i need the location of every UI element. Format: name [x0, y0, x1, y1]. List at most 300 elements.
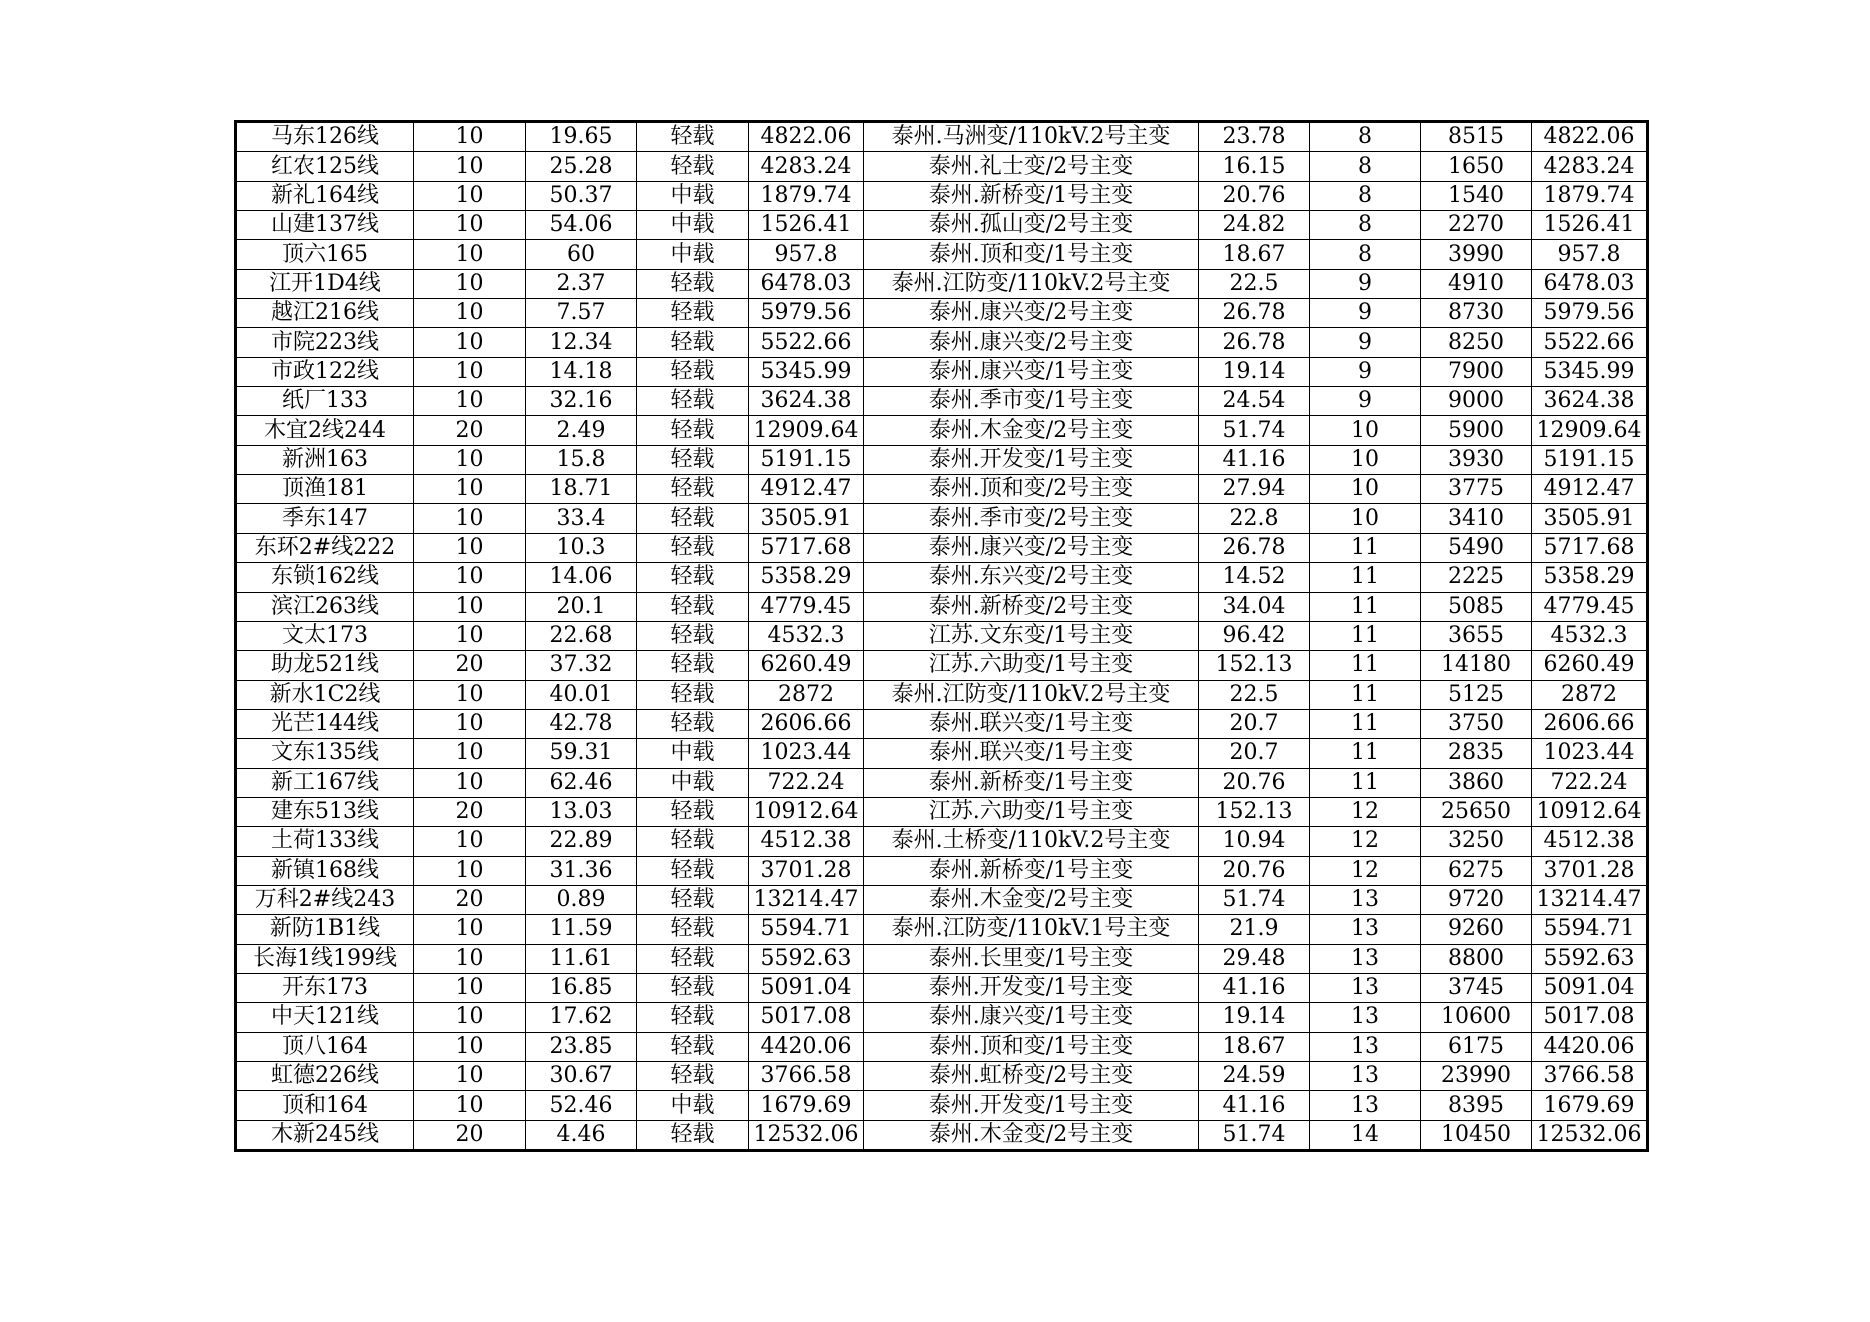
- available-capacity-cell: 12532.06: [1532, 1120, 1648, 1150]
- user-capacity-cell: 1650: [1421, 152, 1532, 181]
- table-row: [236, 797, 1648, 826]
- available-capacity-cell: 3505.91: [1532, 504, 1648, 533]
- capacity-cell: 4822.06: [749, 122, 864, 152]
- load-status-cell: 轻载: [637, 152, 749, 181]
- capacity-cell: 4283.24: [749, 152, 864, 181]
- capacity-cell: 4912.47: [749, 475, 864, 504]
- rank-cell: 9: [1310, 387, 1421, 416]
- voltage-cell: 10: [414, 944, 526, 973]
- table-row: [236, 152, 1648, 181]
- capacity-cell: 5017.08: [749, 1003, 864, 1032]
- load-rate-cell: 7.57: [526, 299, 637, 328]
- table-row: [236, 768, 1648, 797]
- table-row: [236, 680, 1648, 709]
- load-status-cell: 中载: [637, 211, 749, 240]
- load-status-cell: 轻载: [637, 122, 749, 152]
- line-name-cell: 东锁162线: [236, 563, 414, 592]
- transformer-load-cell: 20.76: [1199, 181, 1310, 210]
- capacity-cell: 4512.38: [749, 827, 864, 856]
- available-capacity-cell: 4532.3: [1532, 621, 1648, 650]
- transformer-load-cell: 41.16: [1199, 445, 1310, 474]
- substation-cell: 泰州.康兴变/1号主变: [864, 1003, 1199, 1032]
- available-capacity-cell: 1526.41: [1532, 211, 1648, 240]
- user-capacity-cell: 4910: [1421, 269, 1532, 298]
- table-row: [236, 621, 1648, 650]
- rank-cell: 11: [1310, 739, 1421, 768]
- transformer-load-cell: 51.74: [1199, 885, 1310, 914]
- load-rate-cell: 42.78: [526, 709, 637, 738]
- available-capacity-cell: 3701.28: [1532, 856, 1648, 885]
- table-row: [236, 651, 1648, 680]
- available-capacity-cell: 5358.29: [1532, 563, 1648, 592]
- line-name-cell: 土荷133线: [236, 827, 414, 856]
- substation-cell: 泰州.江防变/110kV.2号主变: [864, 680, 1199, 709]
- user-capacity-cell: 3750: [1421, 709, 1532, 738]
- transformer-load-cell: 20.76: [1199, 768, 1310, 797]
- transformer-load-cell: 24.59: [1199, 1062, 1310, 1091]
- load-rate-cell: 62.46: [526, 768, 637, 797]
- substation-cell: 泰州.木金变/2号主变: [864, 885, 1199, 914]
- capacity-cell: 13214.47: [749, 885, 864, 914]
- transformer-load-cell: 18.67: [1199, 240, 1310, 269]
- transformer-load-cell: 23.78: [1199, 122, 1310, 152]
- rank-cell: 10: [1310, 504, 1421, 533]
- capacity-cell: 12532.06: [749, 1120, 864, 1150]
- load-status-cell: 中载: [637, 739, 749, 768]
- capacity-cell: 2606.66: [749, 709, 864, 738]
- user-capacity-cell: 3745: [1421, 973, 1532, 1002]
- line-name-cell: 滨江263线: [236, 592, 414, 621]
- load-status-cell: 轻载: [637, 973, 749, 1002]
- load-rate-cell: 50.37: [526, 181, 637, 210]
- substation-cell: 泰州.康兴变/2号主变: [864, 328, 1199, 357]
- available-capacity-cell: 5091.04: [1532, 973, 1648, 1002]
- load-status-cell: 轻载: [637, 357, 749, 386]
- line-name-cell: 顶六165: [236, 240, 414, 269]
- load-status-cell: 中载: [637, 768, 749, 797]
- line-name-cell: 江开1D4线: [236, 269, 414, 298]
- available-capacity-cell: 6478.03: [1532, 269, 1648, 298]
- rank-cell: 13: [1310, 1091, 1421, 1120]
- transformer-load-cell: 20.7: [1199, 709, 1310, 738]
- capacity-cell: 4532.3: [749, 621, 864, 650]
- load-status-cell: 轻载: [637, 797, 749, 826]
- available-capacity-cell: 2606.66: [1532, 709, 1648, 738]
- load-rate-cell: 59.31: [526, 739, 637, 768]
- load-status-cell: 轻载: [637, 416, 749, 445]
- line-name-cell: 光芒144线: [236, 709, 414, 738]
- transformer-load-cell: 26.78: [1199, 328, 1310, 357]
- substation-cell: 泰州.康兴变/2号主变: [864, 299, 1199, 328]
- voltage-cell: 10: [414, 357, 526, 386]
- available-capacity-cell: 1679.69: [1532, 1091, 1648, 1120]
- capacity-cell: 957.8: [749, 240, 864, 269]
- capacity-cell: 5979.56: [749, 299, 864, 328]
- rank-cell: 11: [1310, 621, 1421, 650]
- voltage-cell: 10: [414, 269, 526, 298]
- rank-cell: 13: [1310, 944, 1421, 973]
- user-capacity-cell: 6175: [1421, 1032, 1532, 1061]
- voltage-cell: 10: [414, 709, 526, 738]
- transformer-load-cell: 21.9: [1199, 915, 1310, 944]
- load-status-cell: 轻载: [637, 885, 749, 914]
- user-capacity-cell: 8730: [1421, 299, 1532, 328]
- rank-cell: 13: [1310, 1062, 1421, 1091]
- rank-cell: 13: [1310, 1032, 1421, 1061]
- rank-cell: 10: [1310, 445, 1421, 474]
- load-status-cell: 轻载: [637, 269, 749, 298]
- line-name-cell: 顶渔181: [236, 475, 414, 504]
- line-name-cell: 新防1B1线: [236, 915, 414, 944]
- line-name-cell: 红农125线: [236, 152, 414, 181]
- transformer-load-cell: 26.78: [1199, 533, 1310, 562]
- rank-cell: 12: [1310, 797, 1421, 826]
- available-capacity-cell: 5594.71: [1532, 915, 1648, 944]
- capacity-cell: 722.24: [749, 768, 864, 797]
- user-capacity-cell: 9260: [1421, 915, 1532, 944]
- load-status-cell: 轻载: [637, 1003, 749, 1032]
- voltage-cell: 10: [414, 739, 526, 768]
- line-name-cell: 山建137线: [236, 211, 414, 240]
- transformer-load-cell: 41.16: [1199, 973, 1310, 1002]
- load-rate-cell: 32.16: [526, 387, 637, 416]
- rank-cell: 8: [1310, 152, 1421, 181]
- user-capacity-cell: 3930: [1421, 445, 1532, 474]
- rank-cell: 11: [1310, 768, 1421, 797]
- voltage-cell: 10: [414, 152, 526, 181]
- capacity-cell: 10912.64: [749, 797, 864, 826]
- substation-cell: 泰州.开发变/1号主变: [864, 973, 1199, 1002]
- transformer-load-cell: 16.15: [1199, 152, 1310, 181]
- substation-cell: 泰州.马洲变/110kV.2号主变: [864, 122, 1199, 152]
- substation-cell: 泰州.新桥变/1号主变: [864, 856, 1199, 885]
- load-status-cell: 轻载: [637, 944, 749, 973]
- voltage-cell: 10: [414, 122, 526, 152]
- rank-cell: 11: [1310, 533, 1421, 562]
- line-name-cell: 新洲163: [236, 445, 414, 474]
- transformer-load-cell: 19.14: [1199, 1003, 1310, 1032]
- capacity-cell: 6478.03: [749, 269, 864, 298]
- line-name-cell: 助龙521线: [236, 651, 414, 680]
- available-capacity-cell: 4283.24: [1532, 152, 1648, 181]
- line-name-cell: 季东147: [236, 504, 414, 533]
- load-status-cell: 轻载: [637, 504, 749, 533]
- user-capacity-cell: 3775: [1421, 475, 1532, 504]
- user-capacity-cell: 3655: [1421, 621, 1532, 650]
- voltage-cell: 10: [414, 1091, 526, 1120]
- rank-cell: 9: [1310, 328, 1421, 357]
- voltage-cell: 10: [414, 856, 526, 885]
- rank-cell: 9: [1310, 299, 1421, 328]
- user-capacity-cell: 3860: [1421, 768, 1532, 797]
- voltage-cell: 10: [414, 328, 526, 357]
- substation-cell: 泰州.东兴变/2号主变: [864, 563, 1199, 592]
- transformer-load-cell: 152.13: [1199, 797, 1310, 826]
- substation-cell: 泰州.新桥变/2号主变: [864, 592, 1199, 621]
- available-capacity-cell: 4420.06: [1532, 1032, 1648, 1061]
- transformer-load-cell: 152.13: [1199, 651, 1310, 680]
- capacity-cell: 5522.66: [749, 328, 864, 357]
- table-row: [236, 709, 1648, 738]
- load-rate-cell: 20.1: [526, 592, 637, 621]
- rank-cell: 11: [1310, 651, 1421, 680]
- line-name-cell: 越江216线: [236, 299, 414, 328]
- load-rate-cell: 0.89: [526, 885, 637, 914]
- transformer-load-cell: 41.16: [1199, 1091, 1310, 1120]
- table-row: [236, 328, 1648, 357]
- load-rate-cell: 22.68: [526, 621, 637, 650]
- line-name-cell: 开东173: [236, 973, 414, 1002]
- voltage-cell: 10: [414, 1062, 526, 1091]
- transformer-load-cell: 20.76: [1199, 856, 1310, 885]
- table-row: [236, 1120, 1648, 1150]
- line-name-cell: 纸厂133: [236, 387, 414, 416]
- user-capacity-cell: 8395: [1421, 1091, 1532, 1120]
- load-rate-cell: 17.62: [526, 1003, 637, 1032]
- user-capacity-cell: 7900: [1421, 357, 1532, 386]
- table-row: [236, 504, 1648, 533]
- substation-cell: 泰州.联兴变/1号主变: [864, 739, 1199, 768]
- transformer-load-cell: 34.04: [1199, 592, 1310, 621]
- substation-cell: 泰州.开发变/1号主变: [864, 1091, 1199, 1120]
- load-rate-cell: 19.65: [526, 122, 637, 152]
- load-status-cell: 中载: [637, 1091, 749, 1120]
- transformer-load-cell: 20.7: [1199, 739, 1310, 768]
- available-capacity-cell: 5191.15: [1532, 445, 1648, 474]
- load-rate-cell: 31.36: [526, 856, 637, 885]
- available-capacity-cell: 2872: [1532, 680, 1648, 709]
- voltage-cell: 10: [414, 1032, 526, 1061]
- transformer-load-cell: 19.14: [1199, 357, 1310, 386]
- line-name-cell: 东环2#线222: [236, 533, 414, 562]
- transformer-load-cell: 22.5: [1199, 269, 1310, 298]
- load-status-cell: 轻载: [637, 709, 749, 738]
- user-capacity-cell: 5125: [1421, 680, 1532, 709]
- line-name-cell: 顶和164: [236, 1091, 414, 1120]
- line-name-cell: 市院223线: [236, 328, 414, 357]
- user-capacity-cell: 10450: [1421, 1120, 1532, 1150]
- load-status-cell: 轻载: [637, 328, 749, 357]
- load-status-cell: 轻载: [637, 592, 749, 621]
- substation-cell: 泰州.顶和变/1号主变: [864, 240, 1199, 269]
- load-rate-cell: 15.8: [526, 445, 637, 474]
- line-name-cell: 建东513线: [236, 797, 414, 826]
- user-capacity-cell: 3250: [1421, 827, 1532, 856]
- table-row: [236, 592, 1648, 621]
- voltage-cell: 10: [414, 973, 526, 1002]
- rank-cell: 10: [1310, 475, 1421, 504]
- capacity-cell: 5717.68: [749, 533, 864, 562]
- available-capacity-cell: 5345.99: [1532, 357, 1648, 386]
- voltage-cell: 10: [414, 563, 526, 592]
- capacity-cell: 1679.69: [749, 1091, 864, 1120]
- transformer-load-cell: 18.67: [1199, 1032, 1310, 1061]
- table-row: [236, 475, 1648, 504]
- capacity-cell: 5592.63: [749, 944, 864, 973]
- table-row: [236, 269, 1648, 298]
- load-rate-cell: 52.46: [526, 1091, 637, 1120]
- substation-cell: 泰州.长里变/1号主变: [864, 944, 1199, 973]
- available-capacity-cell: 4912.47: [1532, 475, 1648, 504]
- line-name-cell: 新工167线: [236, 768, 414, 797]
- available-capacity-cell: 1023.44: [1532, 739, 1648, 768]
- user-capacity-cell: 8250: [1421, 328, 1532, 357]
- rank-cell: 13: [1310, 1003, 1421, 1032]
- user-capacity-cell: 9720: [1421, 885, 1532, 914]
- available-capacity-cell: 13214.47: [1532, 885, 1648, 914]
- load-rate-cell: 16.85: [526, 973, 637, 1002]
- load-rate-cell: 18.71: [526, 475, 637, 504]
- transformer-load-cell: 22.8: [1199, 504, 1310, 533]
- load-status-cell: 轻载: [637, 621, 749, 650]
- voltage-cell: 10: [414, 240, 526, 269]
- substation-cell: 江苏.六助变/1号主变: [864, 797, 1199, 826]
- table-row: [236, 563, 1648, 592]
- line-name-cell: 文东135线: [236, 739, 414, 768]
- load-rate-cell: 33.4: [526, 504, 637, 533]
- rank-cell: 14: [1310, 1120, 1421, 1150]
- voltage-cell: 10: [414, 504, 526, 533]
- voltage-cell: 10: [414, 299, 526, 328]
- data-table: [234, 120, 1649, 1152]
- table-body: [236, 122, 1648, 1151]
- capacity-cell: 1526.41: [749, 211, 864, 240]
- substation-cell: 泰州.土桥变/110kV.2号主变: [864, 827, 1199, 856]
- substation-cell: 泰州.江防变/110kV.1号主变: [864, 915, 1199, 944]
- load-status-cell: 轻载: [637, 475, 749, 504]
- load-rate-cell: 14.18: [526, 357, 637, 386]
- voltage-cell: 10: [414, 1003, 526, 1032]
- transformer-load-cell: 24.82: [1199, 211, 1310, 240]
- rank-cell: 13: [1310, 885, 1421, 914]
- transformer-load-cell: 51.74: [1199, 416, 1310, 445]
- available-capacity-cell: 6260.49: [1532, 651, 1648, 680]
- load-status-cell: 轻载: [637, 445, 749, 474]
- available-capacity-cell: 1879.74: [1532, 181, 1648, 210]
- voltage-cell: 10: [414, 475, 526, 504]
- table-row: [236, 445, 1648, 474]
- substation-cell: 泰州.康兴变/2号主变: [864, 533, 1199, 562]
- table-row: [236, 915, 1648, 944]
- capacity-cell: 5358.29: [749, 563, 864, 592]
- available-capacity-cell: 5979.56: [1532, 299, 1648, 328]
- table-row: [236, 416, 1648, 445]
- load-rate-cell: 11.61: [526, 944, 637, 973]
- voltage-cell: 20: [414, 797, 526, 826]
- voltage-cell: 20: [414, 885, 526, 914]
- load-rate-cell: 2.49: [526, 416, 637, 445]
- line-name-cell: 万科2#线243: [236, 885, 414, 914]
- voltage-cell: 10: [414, 445, 526, 474]
- load-status-cell: 轻载: [637, 915, 749, 944]
- table-row: [236, 211, 1648, 240]
- line-name-cell: 新礼164线: [236, 181, 414, 210]
- load-rate-cell: 14.06: [526, 563, 637, 592]
- load-status-cell: 轻载: [637, 387, 749, 416]
- table-row: [236, 240, 1648, 269]
- capacity-cell: 4779.45: [749, 592, 864, 621]
- available-capacity-cell: 5717.68: [1532, 533, 1648, 562]
- voltage-cell: 10: [414, 533, 526, 562]
- capacity-cell: 1879.74: [749, 181, 864, 210]
- capacity-cell: 5594.71: [749, 915, 864, 944]
- substation-cell: 泰州.新桥变/1号主变: [864, 181, 1199, 210]
- transformer-load-cell: 22.5: [1199, 680, 1310, 709]
- available-capacity-cell: 3624.38: [1532, 387, 1648, 416]
- line-name-cell: 中天121线: [236, 1003, 414, 1032]
- table-row: [236, 1032, 1648, 1061]
- capacity-cell: 3505.91: [749, 504, 864, 533]
- line-name-cell: 市政122线: [236, 357, 414, 386]
- substation-cell: 泰州.江防变/110kV.2号主变: [864, 269, 1199, 298]
- substation-cell: 泰州.礼士变/2号主变: [864, 152, 1199, 181]
- capacity-cell: 4420.06: [749, 1032, 864, 1061]
- rank-cell: 13: [1310, 915, 1421, 944]
- load-rate-cell: 60: [526, 240, 637, 269]
- substation-cell: 泰州.联兴变/1号主变: [864, 709, 1199, 738]
- table-row: [236, 1003, 1648, 1032]
- rank-cell: 8: [1310, 211, 1421, 240]
- table-row: [236, 533, 1648, 562]
- load-rate-cell: 25.28: [526, 152, 637, 181]
- capacity-cell: 3701.28: [749, 856, 864, 885]
- user-capacity-cell: 5490: [1421, 533, 1532, 562]
- user-capacity-cell: 23990: [1421, 1062, 1532, 1091]
- user-capacity-cell: 8800: [1421, 944, 1532, 973]
- rank-cell: 9: [1310, 269, 1421, 298]
- capacity-cell: 5191.15: [749, 445, 864, 474]
- load-status-cell: 轻载: [637, 1032, 749, 1061]
- table-row: [236, 856, 1648, 885]
- load-rate-cell: 54.06: [526, 211, 637, 240]
- rank-cell: 11: [1310, 563, 1421, 592]
- line-name-cell: 木新245线: [236, 1120, 414, 1150]
- voltage-cell: 10: [414, 387, 526, 416]
- line-name-cell: 新镇168线: [236, 856, 414, 885]
- load-rate-cell: 12.34: [526, 328, 637, 357]
- voltage-cell: 10: [414, 181, 526, 210]
- transformer-load-cell: 27.94: [1199, 475, 1310, 504]
- rank-cell: 8: [1310, 240, 1421, 269]
- voltage-cell: 10: [414, 915, 526, 944]
- voltage-cell: 10: [414, 680, 526, 709]
- capacity-cell: 2872: [749, 680, 864, 709]
- capacity-cell: 3766.58: [749, 1062, 864, 1091]
- voltage-cell: 10: [414, 621, 526, 650]
- available-capacity-cell: 12909.64: [1532, 416, 1648, 445]
- table-row: [236, 299, 1648, 328]
- load-status-cell: 轻载: [637, 299, 749, 328]
- capacity-cell: 1023.44: [749, 739, 864, 768]
- rank-cell: 11: [1310, 592, 1421, 621]
- user-capacity-cell: 5900: [1421, 416, 1532, 445]
- line-name-cell: 文太173: [236, 621, 414, 650]
- load-rate-cell: 2.37: [526, 269, 637, 298]
- load-status-cell: 轻载: [637, 533, 749, 562]
- table-row: [236, 1091, 1648, 1120]
- load-status-cell: 轻载: [637, 563, 749, 592]
- load-status-cell: 轻载: [637, 856, 749, 885]
- voltage-cell: 10: [414, 768, 526, 797]
- substation-cell: 泰州.康兴变/1号主变: [864, 357, 1199, 386]
- rank-cell: 13: [1310, 973, 1421, 1002]
- voltage-cell: 10: [414, 592, 526, 621]
- load-rate-cell: 10.3: [526, 533, 637, 562]
- rank-cell: 8: [1310, 122, 1421, 152]
- load-rate-cell: 22.89: [526, 827, 637, 856]
- user-capacity-cell: 2225: [1421, 563, 1532, 592]
- substation-cell: 泰州.孤山变/2号主变: [864, 211, 1199, 240]
